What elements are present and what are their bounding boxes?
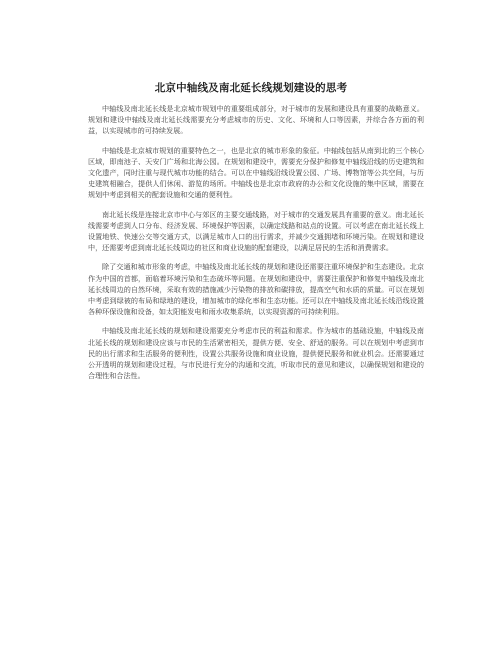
paragraph-5: 中轴线及南北延长线的规划和建设需要充分考虑市民的利益和需求。作为城市的基础设施，中轴线及南北延长线的规划和建设应该与市民的生活紧密相关，提供方便、安全、舒适的服务。可以在规划中考虑到市民的出行需求和生活服务的便利性，设置公共服务设施和商业设施，提供便民服务和就业机会。还需要通过公开透明的规划和建设过程，与市民进行充分的沟通和交流，听取市民的意见和建议，以确保规划和建设的合理性和合法性。 (88, 326, 424, 381)
paragraph-3: 南北延长线是连接北京市中心与郊区的主要交通线路，对于城市的交通发展具有重要的意义。南北延长线需要考虑到人口分布、经济发展、环境保护等因素，以确定线路和站点的设置。可以考虑在南北延长线上设置地铁、快速公交等交通方式，以满足城市人口的出行需求，并减少交通拥堵和环境污染。在规划和建设中，还需要考虑到南北延长线周边的社区和商业设施的配套建设，以满足居民的生活和消费需求。 (88, 209, 424, 253)
paragraph-1: 中轴线及南北延长线是北京城市规划中的重要组成部分，对于城市的发展和建设具有重要的战略意义。规划和建设中轴线及南北延长线需要充分考虑城市的历史、文化、环境和人口等因素，并综合各方面的利益，以实现城市的可持续发展。 (88, 104, 424, 136)
paragraph-2: 中轴线是北京城市规划的重要特色之一，也是北京的城市形象的象征。中轴线包括从南到北的三个核心区域，即南池子、天安门广场和北海公园。在规划和建设中，需要充分保护和修复中轴线沿线的历史建筑和文化遗产，同时注重与现代城市功能的结合。可以在中轴线沿线设置公园、广场、博物馆等公共空间，与历史建筑相融合，提供人们休闲、游览的场所。中轴线也是北京市政府的办公和文化设施的集中区域，需要在规划中考虑到相关的配套设施和交通的便利性。 (88, 145, 424, 200)
paragraph-4: 除了交通和城市形象的考虑，中轴线及南北延长线的规划和建设还需要注重环境保护和生态建设。北京作为中国的首都，面临着环境污染和生态破坏等问题。在规划和建设中，需要注重保护和修复中轴线及南北延长线周边的自然环境，采取有效的措施减少污染物的排放和碳排放，提高空气和水质的质量。可以在规划中考虑到绿被的布局和绿地的建设，增加城市的绿化率和生态功能。还可以在中轴线及南北延长线沿线设置各种环保设施和设备，如太阳能发电和雨水收集系统，以实现资源的可持续利用。 (88, 262, 424, 317)
document-title: 北京中轴线及南北延长线规划建设的思考 (154, 82, 348, 94)
document-body (88, 103, 424, 389)
